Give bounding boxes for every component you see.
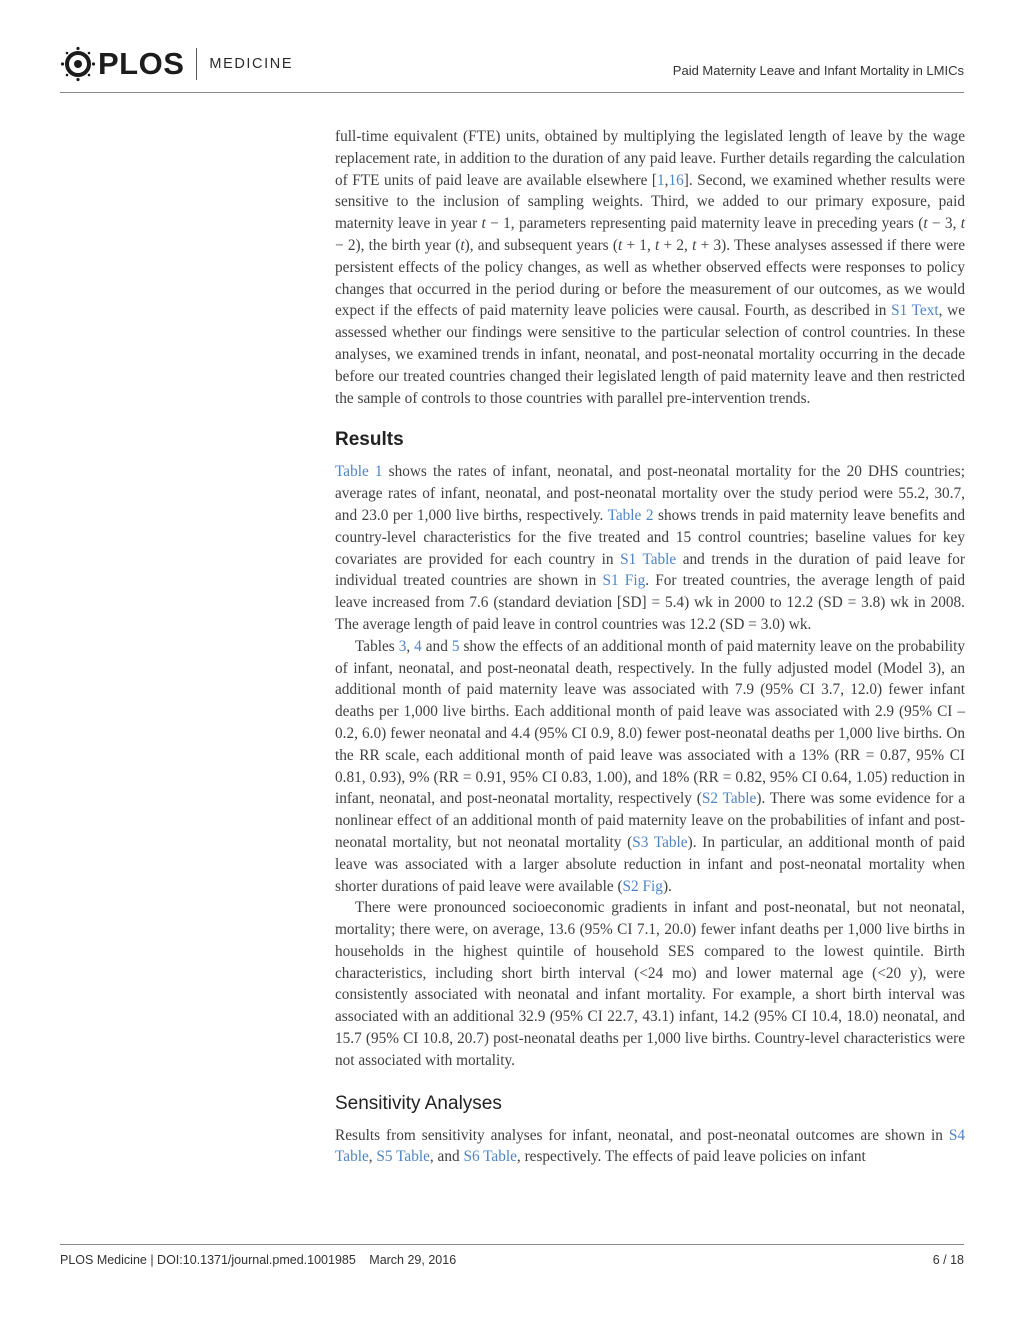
text-run: + 3). These analyses assessed if there were persistent effects of the policy changes, as well as whether observed effects were responses to policy changes that occurred in the period during or before the measurement of our outcomes, as we would expect if the effects of paid maternity leave policies were causal. Fourth, as described in [335,236,966,320]
page-footer [60,1244,964,1267]
text-run: ). [662,877,672,895]
paragraph [335,636,965,898]
citation-link[interactable]: 4 [414,637,422,655]
citation-link[interactable]: S2 Table [701,790,757,808]
text-run: , and [429,1148,464,1166]
citation-link[interactable]: 16 [668,171,684,189]
text-run: ), and subsequent years ( [464,236,618,254]
text-run: ). In particular, an additional month of paid leave was associated with a larger absolute reduction in infant and post-neonatal mortality when shorter durations of paid leave were available ( [335,833,965,895]
text-run: − 1, parameters representing paid maternity leave in preceding years ( [485,215,924,233]
italic-variable: t [460,236,465,254]
page-number: 6 / 18 [932,1253,964,1267]
text-run: show the effects of an additional month of paid maternity leave on the probability of infant, neonatal, and post-neonatal death, respectively. In the fully adjusted model (Model 3), an additional month of paid maternity leave was associated with 7.9 (95% CI 3.7, 12.0) fewer infant deaths per 1,000 live births. Each additional month of paid leave was associated with 2.9 (95% CI –0.2, 6.0) fewer neonatal and 4.4 (95% CI 0.9, 8.0) fewer post-neonatal deaths per 1,000 live births. On the RR scale, each additional month of paid leave was associated with a 13% (RR = 0.87, 95% CI 0.81, 0.93), 9% (RR = 0.91, 95% CI 0.83, 1.00), and 18% (RR = 0.82, 95% CI 0.64, 1.05) reduction in infant, neonatal, and post-neonatal mortality, respectively ( [335,637,966,808]
citation-link[interactable]: S1 Text [891,302,939,320]
text-run: and trends in the duration of paid leave for individual treated countries are shown in [335,550,965,590]
text-run: ]. Second, we examined whether results were sensitive to the inclusion of sampling weights. Third, we added to our primary exposure, paid maternity leave in year [335,171,965,233]
paragraph [335,461,965,635]
text-run: + 2, [659,236,693,254]
paragraph [335,1125,965,1169]
logo-journal-name: MEDICINE [209,56,294,72]
text-run: and [421,637,452,655]
footer-date: March 29, 2016 [369,1253,457,1267]
logo-wordmark: PLOS [98,46,185,81]
italic-variable: t [923,215,928,233]
page-header [60,40,964,93]
citation-link[interactable]: 3 [398,637,407,655]
italic-variable: t [960,215,965,233]
citation-link[interactable]: Table 2 [607,506,654,524]
text-run: , respectively. The effects of paid leave policies on infant [516,1148,866,1166]
plos-logo [60,44,293,84]
text-run: ). There was some evidence for a nonlinear effect of an additional month of paid maternity leave on the probabilities of infant and post-neonatal mortality, but not neonatal mortality ( [335,790,965,851]
italic-variable: t [655,236,660,254]
text-run: − 3, [927,215,961,233]
paragraph [335,126,965,409]
text-run: . For treated countries, the average length of paid leave increased from 7.6 (standard deviation [SD] = 5.4) wk in 2000 to 12.2 (SD = 3.8) wk in 2008. The average length of paid leave in control countries was 12.2 (SD = 3.0) wk. [335,572,965,633]
citation-link[interactable]: 1 [657,171,665,189]
citation-link[interactable]: S5 Table [376,1148,430,1166]
plos-emblem-icon [60,46,96,82]
text-run: , [406,637,415,655]
text-run: , we assessed whether our findings were sensitive to the particular selection of control countries. In these analyses, we examined trends in infant, neonatal, and post-neonatal mortality occurring in the decade before our treated countries changed their legislated length of paid maternity leave and then restricted the sample of controls to those countries with parallel pre-intervention trends. [335,302,965,407]
article-body [335,126,965,1168]
citation-link[interactable]: S1 Fig [602,572,646,590]
text-run: , [664,171,669,189]
citation-link[interactable]: S3 Table [632,833,688,851]
logo-divider [196,48,197,80]
citation-link[interactable]: S1 Table [620,550,677,568]
citation-link[interactable]: S2 Fig [622,877,663,895]
text-run: + 1, [622,236,656,254]
italic-variable: t [692,236,697,254]
running-head: Paid Maternity Leave and Infant Mortality in LMICs [672,63,964,78]
text-run: Tables [355,637,399,655]
citation-link[interactable]: Table 1 [335,463,383,481]
italic-variable: t [617,236,623,254]
text-run: full-time equivalent (FTE) units, obtained by multiplying the legislated length of leave by the wage replacement rate, in addition to the duration of any paid leave. Further details regarding the calculation of FTE units of paid leave are available elsewhere [ [335,128,965,189]
italic-variable: t [481,215,486,233]
citation-link[interactable]: 5 [451,637,460,655]
sensitivity-analyses-heading: Sensitivity Analyses [335,1092,502,1114]
footer-journal-doi: PLOS Medicine | DOI:10.1371/journal.pmed.1001985 [60,1253,356,1267]
citation-link[interactable]: S6 Table [463,1148,517,1166]
text-run: shows trends in paid maternity leave benefits and country-level characteristics for the five treated and 15 control countries; baseline values for key covariates are provided for each country in [335,506,966,568]
citation-link[interactable]: S4 Table [335,1126,965,1166]
paragraph [335,897,965,1071]
text-run: shows the rates of infant, neonatal, and post-neonatal mortality for the 20 DHS countries; average rates of infant, neonatal, and post-neonatal mortality over the study period were 55.2, 30.7, and 23.0 per 1,000 live births, respectively. [335,463,965,524]
results-heading: Results [335,429,404,451]
text-run: There were pronounced socioeconomic gradients in infant and post-neonatal, but not neonatal, mortality; there were, on average, 13.6 (95% CI 7.1, 20.0) fewer infant deaths per 1,000 live births in households in the highest quintile of household SES compared to the lowest quintile. Birth characteristics, including short birth interval (<24 mo) and lower maternal age (<20 y), were consistently associated with neonatal and infant mortality. For example, a short birth interval was associated with an additional 32.9 (95% CI 22.7, 43.1) infant, 14.2 (95% CI 10.4, 18.0) neonatal, and 15.7 (95% CI 10.8, 20.7) post-neonatal deaths per 1,000 live births. Country-level characteristics were not associated with mortality. [335,899,965,1069]
text-run: Results from sensitivity analyses for infant, neonatal, and post-neonatal outcomes are shown in [335,1126,949,1144]
text-run: , [368,1148,377,1166]
text-run: − 2), the birth year ( [335,236,461,254]
